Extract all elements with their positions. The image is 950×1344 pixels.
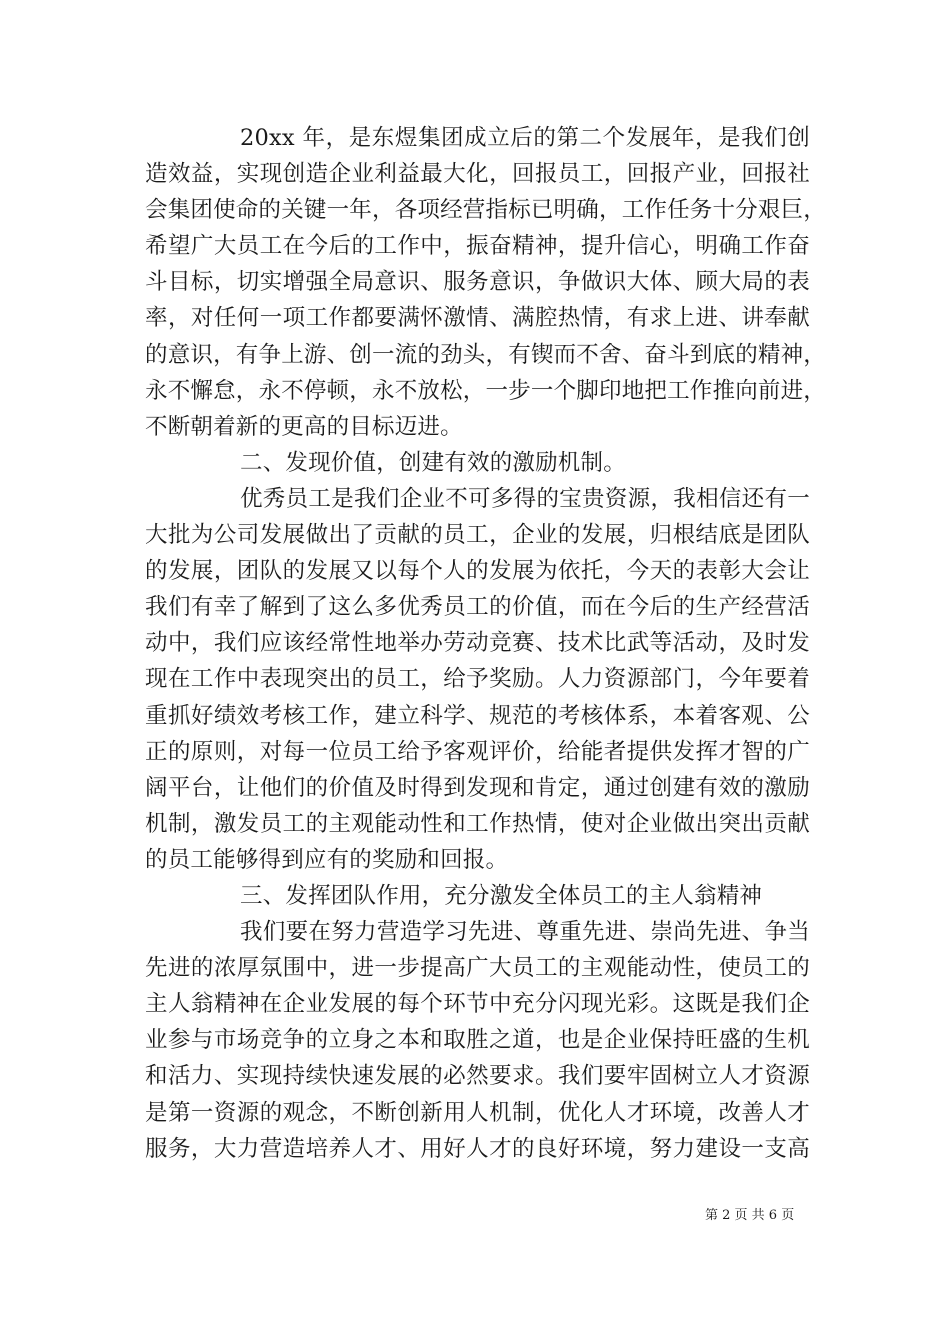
text-line: 主人翁精神在企业发展的每个环节中充分闪现光彩。这既是我们企	[145, 991, 810, 1018]
text-line: 大批为公司发展做出了贡献的员工，企业的发展，归根结底是团队	[145, 522, 810, 549]
text-line: 动中，我们应该经常性地举办劳动竞赛、技术比武等活动，及时发	[145, 630, 810, 657]
text-line: 我们有幸了解到了这么多优秀员工的价值，而在今后的生产经营活	[145, 594, 810, 621]
text-line: 机制，激发员工的主观能动性和工作热情，使对企业做出突出贡献	[145, 810, 810, 837]
text-line: 重抓好绩效考核工作，建立科学、规范的考核体系，本着客观、公	[145, 702, 810, 729]
text-line: 正的原则，对每一位员工给予客观评价，给能者提供发挥才智的广	[145, 738, 810, 765]
text-line: 阔平台，让他们的价值及时得到发现和肯定，通过创建有效的激励	[145, 774, 810, 801]
text-line: 造效益，实现创造企业利益最大化，回报员工，回报产业，回报社	[145, 161, 810, 188]
page-number-footer: 第 2 页 共 6 页	[705, 1208, 795, 1223]
text-line: 三、发挥团队作用，充分激发全体员工的主人翁精神	[240, 882, 763, 909]
text-line: 服务，大力营造培养人才、用好人才的良好环境，努力建设一支高	[145, 1135, 810, 1162]
text-line: 希望广大员工在今后的工作中，振奋精神，提升信心，明确工作奋	[145, 233, 810, 260]
text-line: 率，对任何一项工作都要满怀激情、满腔热情，有求上进、讲奉献	[145, 305, 810, 332]
text-line: 优秀员工是我们企业不可多得的宝贵资源，我相信还有一	[240, 485, 810, 512]
text-line: 业参与市场竞争的立身之本和取胜之道，也是企业保持旺盛的生机	[145, 1027, 810, 1054]
paragraph	[145, 445, 810, 481]
text-line: 和活力、实现持续快速发展的必然要求。我们要牢固树立人才资源	[145, 1063, 810, 1090]
text-line: 是第一资源的观念，不断创新用人机制，优化人才环境，改善人才	[145, 1099, 810, 1126]
text-line: 不断朝着新的更高的目标迈进。	[145, 413, 463, 440]
text-line: 我们要在努力营造学习先进、尊重先进、崇尚先进、争当	[240, 919, 810, 946]
text-line: 现在工作中表现突出的员工，给予奖励。人力资源部门，今年要着	[145, 666, 810, 693]
text-line: 斗目标，切实增强全局意识、服务意识，争做识大体、顾大局的表	[145, 269, 810, 296]
paragraph	[145, 481, 810, 878]
text-line: 先进的浓厚氛围中，进一步提高广大员工的主观能动性，使员工的	[145, 955, 810, 982]
text-line: 永不懈怠，永不停顿，永不放松，一步一个脚印地把工作推向前进，	[145, 377, 827, 404]
text-line: 的意识，有争上游、创一流的劲头，有锲而不舍、奋斗到底的精神，	[145, 341, 827, 368]
text-line: 的发展，团队的发展又以每个人的发展为依托，今天的表彰大会让	[145, 558, 810, 585]
document-body	[145, 120, 827, 1167]
text-line: 会集团使命的关键一年，各项经营指标已明确，工作任务十分艰巨，	[145, 197, 827, 224]
text-line: 20xx 年，是东煜集团成立后的第二个发展年，是我们创	[240, 125, 810, 151]
paragraph	[145, 878, 810, 914]
text-line: 的员工能够得到应有的奖励和回报。	[145, 846, 509, 873]
paragraph	[145, 120, 827, 445]
paragraph	[145, 914, 810, 1167]
text-line: 二、发现价值，创建有效的激励机制。	[240, 449, 626, 476]
